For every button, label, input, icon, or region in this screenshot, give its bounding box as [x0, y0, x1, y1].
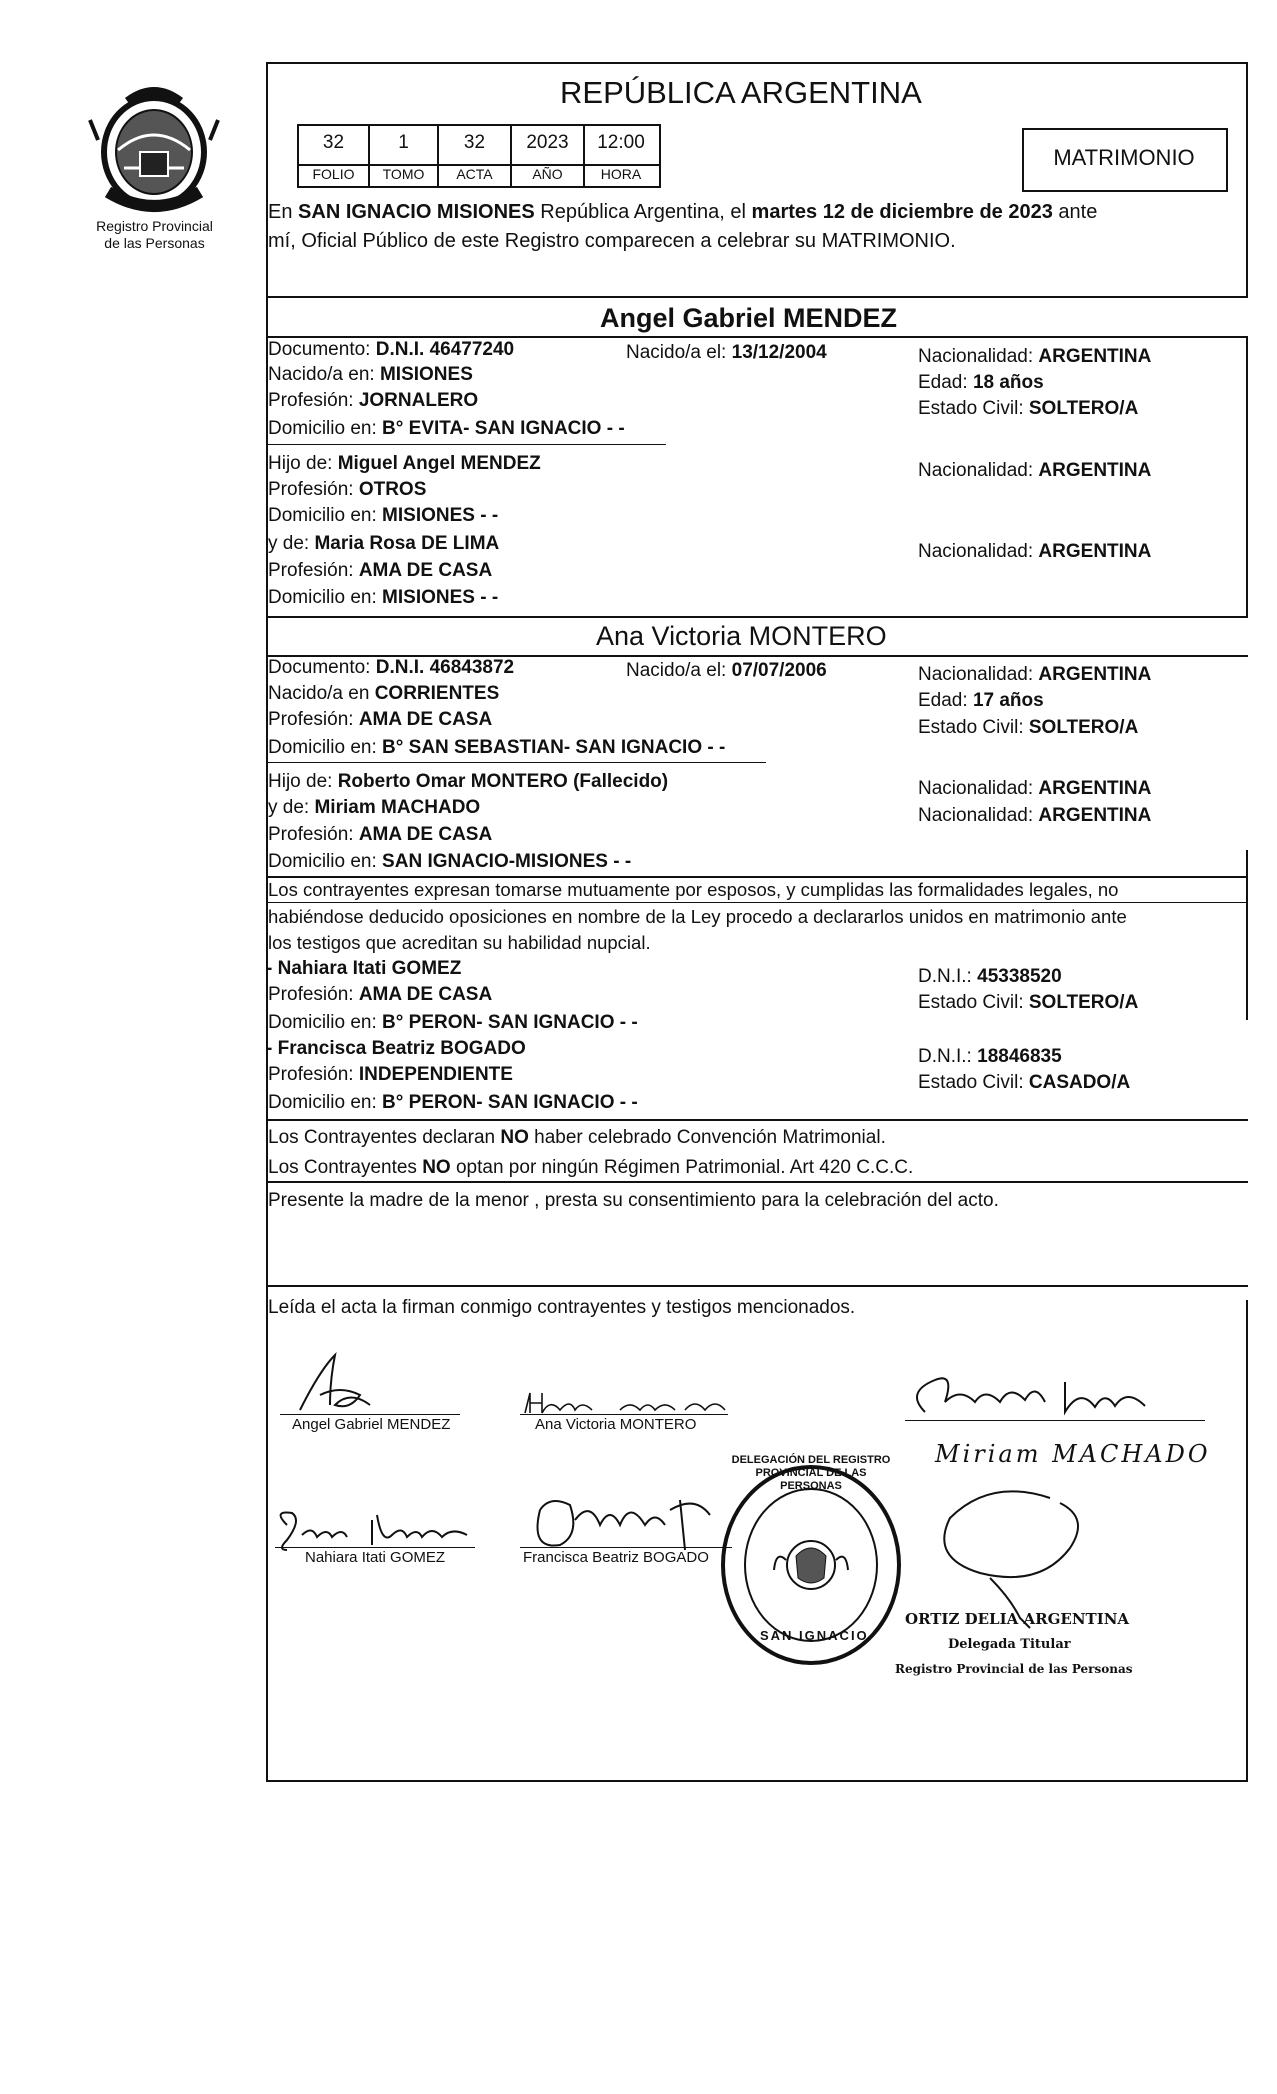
frame-right-border-bottom [1246, 1300, 1248, 1782]
groom-mother-address: Domicilio en: MISIONES - - [268, 587, 499, 608]
tomo-value: 1 [398, 132, 409, 153]
bride-birth-place: Nacido/a en CORRIENTES [268, 683, 500, 704]
acta-value: 32 [463, 132, 486, 153]
declaration-rule [266, 902, 1248, 903]
bride-father-nationality: Nacionalidad: ARGENTINA [918, 778, 1152, 799]
witness-1-address: Domicilio en: B° PERON- SAN IGNACIO - - [268, 1012, 638, 1033]
bride-document: Documento: D.N.I. 46843872 [268, 657, 515, 678]
page-title: REPÚBLICA ARGENTINA [560, 75, 922, 110]
groom-father-nationality: Nacionalidad: ARGENTINA [918, 460, 1152, 481]
convention-top [266, 1119, 1248, 1121]
official-role: Delegada Titular [948, 1637, 1071, 1652]
witness-1-profession: Profesión: AMA DE CASA [268, 984, 493, 1005]
anio-label: AÑO [532, 166, 563, 182]
groom-profession: Profesión: JORNALERO [268, 390, 479, 411]
intro-line-2: mí, Oficial Público de este Registro comparecen a celebrar su MATRIMONIO. [268, 230, 956, 252]
groom-right-border [1246, 336, 1248, 618]
bride-civil-status: Estado Civil: SOLTERO/A [918, 717, 1139, 738]
declaration-line-2: habiéndose deducido oposiciones en nombre de la Ley procedo a declararlos unidos en matrimonio ante [268, 906, 1127, 927]
bride-name: Ana Victoria MONTERO [596, 621, 887, 651]
witness-1-signature-name: Nahiara Itati GOMEZ [305, 1549, 446, 1566]
witness-1-name: - Nahiara Itati GOMEZ [266, 958, 462, 979]
witness-2-civil-status: Estado Civil: CASADO/A [918, 1072, 1131, 1093]
declaration-line-1: Los contrayentes expresan tomarse mutuamente por esposos, y cumplidas las formalidades legales, no [268, 879, 1119, 900]
bride-mother-address: Domicilio en: SAN IGNACIO-MISIONES - - [268, 851, 632, 872]
convention-line-2: Los Contrayentes NO optan por ningún Régimen Patrimonial. Art 420 C.C.C. [268, 1157, 914, 1178]
groom-signature-name: Angel Gabriel MENDEZ [292, 1416, 451, 1433]
groom-father-address: Domicilio en: MISIONES - - [268, 505, 499, 526]
closing-text: Leída el acta la firman conmigo contrayentes y testigos mencionados. [268, 1297, 856, 1318]
frame-right-border-top [1246, 62, 1248, 298]
observations-bottom [266, 1285, 1248, 1287]
frame-top-border [266, 62, 1248, 64]
registry-caption-line1: Registro Provincial [96, 218, 213, 234]
bride-address: Domicilio en: B° SAN SEBASTIAN- SAN IGNACIO - - [268, 737, 726, 758]
groom-name: Angel Gabriel MENDEZ [600, 303, 898, 333]
frame-bottom-border [266, 1780, 1248, 1782]
bride-mother: y de: Miriam MACHADO [268, 797, 481, 818]
declaration-line-3: los testigos que acreditan su habilidad nupcial. [268, 932, 651, 953]
intro-line-1: En SAN IGNACIO MISIONES República Argentina, el martes 12 de diciembre de 2023 ante [268, 201, 1098, 223]
witness-2-profession: Profesión: INDEPENDIENTE [268, 1064, 513, 1085]
bride-age: Edad: 17 años [918, 690, 1044, 711]
groom-birth-date: Nacido/a el: 13/12/2004 [626, 342, 827, 363]
mother-signature [905, 1372, 1165, 1422]
declaration-top [266, 876, 1248, 878]
groom-civil-status: Estado Civil: SOLTERO/A [918, 398, 1139, 419]
official-name: ORTIZ DELIA ARGENTINA [905, 1610, 1130, 1628]
bride-father: Hijo de: Roberto Omar MONTERO (Fallecido) [268, 771, 669, 792]
witness-1-dni: D.N.I.: 45338520 [918, 966, 1062, 987]
groom-nationality: Nacionalidad: ARGENTINA [918, 346, 1152, 367]
misiones-coat-of-arms-icon [88, 80, 220, 215]
witness-2-name: - Francisca Beatriz BOGADO [266, 1038, 526, 1059]
observations: Presente la madre de la menor , presta su consentimiento para la celebración del acto. [268, 1190, 999, 1211]
bride-profession: Profesión: AMA DE CASA [268, 709, 493, 730]
groom-father-profession: Profesión: OTROS [268, 479, 427, 500]
hora-label: HORA [600, 166, 642, 182]
mother-handwritten-name: Miriam MACHADO [935, 1440, 1211, 1468]
witness-2-address: Domicilio en: B° PERON- SAN IGNACIO - - [268, 1092, 638, 1113]
stamp-inner-text: SAN IGNACIO [760, 1628, 869, 1643]
registry-caption [72, 218, 237, 252]
convention-line-1: Los Contrayentes declaran NO haber celebrado Convención Matrimonial. [268, 1127, 886, 1148]
registry-caption-line2: de las Personas [104, 235, 205, 251]
tomo-label: TOMO [382, 166, 425, 182]
hora-value: 12:00 [597, 132, 645, 153]
bride-signature-name: Ana Victoria MONTERO [535, 1416, 697, 1433]
witness-2-dni: D.N.I.: 18846835 [918, 1046, 1062, 1067]
groom-mother: y de: Maria Rosa DE LIMA [268, 533, 500, 554]
bride-mother-profession: Profesión: AMA DE CASA [268, 824, 493, 845]
anio-value: 2023 [526, 132, 569, 153]
convention-bottom [266, 1181, 1248, 1183]
official-office: Registro Provincial de las Personas [895, 1662, 1133, 1676]
bride-section-top [266, 616, 1248, 618]
groom-mother-profession: Profesión: AMA DE CASA [268, 560, 493, 581]
groom-signature [290, 1350, 380, 1420]
groom-age: Edad: 18 años [918, 372, 1044, 393]
groom-name-divider [266, 336, 1248, 338]
folio-label: FOLIO [312, 166, 355, 182]
folio-value: 32 [322, 132, 345, 153]
groom-birth-place: Nacido/a en: MISIONES [268, 364, 473, 385]
stamp-outer-text: DELEGACIÓN DEL REGISTRO PROVINCIAL DE LAS PERSONAS [731, 1454, 891, 1492]
groom-address-underline [266, 444, 666, 445]
bride-address-underline [266, 762, 766, 763]
groom-document: Documento: D.N.I. 46477240 [268, 339, 515, 360]
witness-1-civil-status: Estado Civil: SOLTERO/A [918, 992, 1139, 1013]
witness-2-signature-name: Francisca Beatriz BOGADO [523, 1549, 709, 1566]
groom-address: Domicilio en: B° EVITA- SAN IGNACIO - - [268, 418, 625, 439]
acta-label: ACTA [456, 166, 493, 182]
groom-section-top [266, 296, 1248, 298]
groom-father: Hijo de: Miguel Angel MENDEZ [268, 453, 541, 474]
bride-birth-date: Nacido/a el: 07/07/2006 [626, 660, 827, 681]
groom-mother-nationality: Nacionalidad: ARGENTINA [918, 541, 1152, 562]
act-type: MATRIMONIO [1053, 145, 1195, 170]
bride-nationality: Nacionalidad: ARGENTINA [918, 664, 1152, 685]
bride-mother-nationality: Nacionalidad: ARGENTINA [918, 805, 1152, 826]
